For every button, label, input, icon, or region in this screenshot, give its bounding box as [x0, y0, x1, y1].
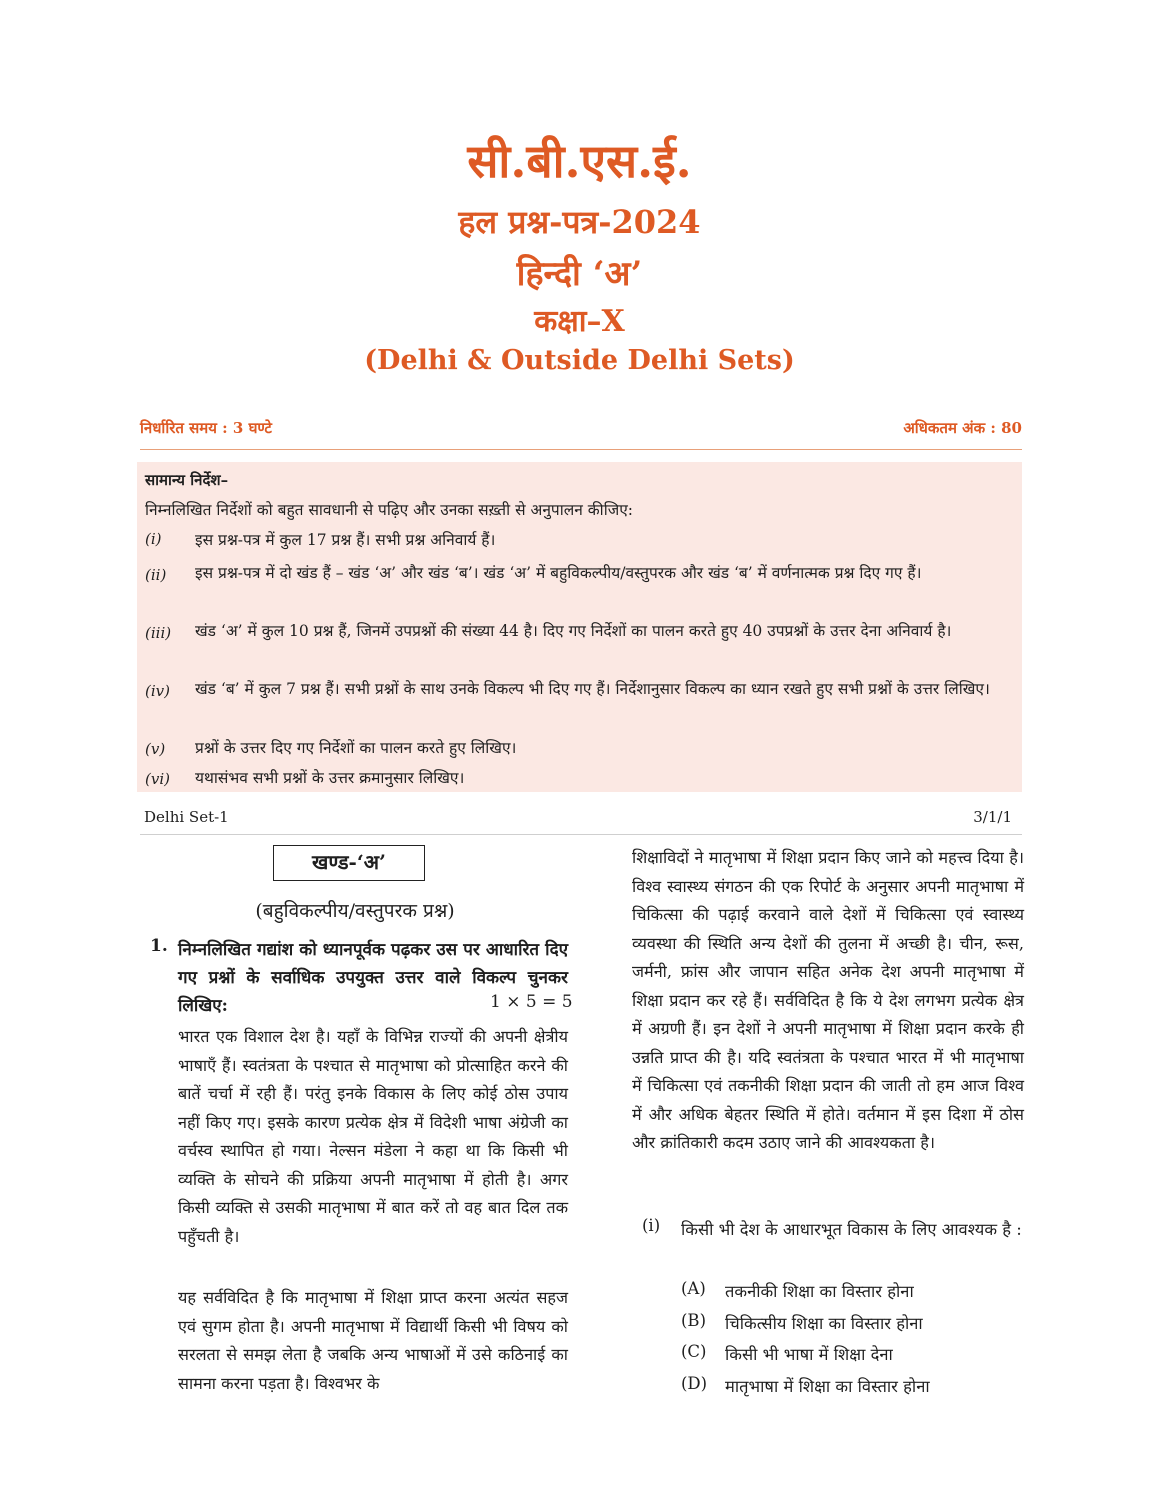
option-text: किसी भी भाषा में शिक्षा देना [725, 1345, 893, 1364]
set-name: Delhi Set-1 [144, 808, 229, 826]
instruction-text: इस प्रश्न-पत्र में कुल 17 प्रश्न हैं। सभी प्रश्न अनिवार्य हैं। [195, 531, 496, 549]
instruction-text: यथासंभव सभी प्रश्नों के उत्तर क्रमानुसार लिखिए। [195, 769, 465, 787]
question-prompt: निम्नलिखित गद्यांश को ध्यानपूर्वक पढ़कर उस पर आधारित दिए गए प्रश्नों के सर्वाधिक उपयुक्त उत्तर वाले विकल्प चुनकर लिखिए: [178, 940, 568, 1016]
option-text: चिकित्सीय शिक्षा का विस्तार होना [725, 1314, 923, 1333]
option-label: (A) [681, 1279, 706, 1298]
instruction-text: प्रश्नों के उत्तर दिए गए निर्देशों का पालन करते हुए लिखिए। [195, 739, 517, 757]
passage-paragraph-2: यह सर्वविदित है कि मातृभाषा में शिक्षा प्राप्त करना अत्यंत सहज एवं सुगम होता है। अपनी मातृभाषा में विद्यार्थी किसी भी विषय को सरलता से समझ लेता है जबकि अन्य भाषाओं में उसे कठिनाई का सामना करना पड़ता है। विश्वभर के [178, 1288, 568, 1393]
sub-question-text: किसी भी देश के आधारभूत विकास के लिए आवश्यक है : [681, 1220, 1022, 1239]
instruction-text: खंड ‘ब’ में कुल 7 प्रश्न हैं। सभी प्रश्नों के साथ उनके विकल्प भी दिए गए हैं। निर्देशानुसार विकल्प का ध्यान रखते हुए सभी प्रश्नों के उत्तर लिखिए। [195, 680, 990, 698]
option-label: (C) [681, 1342, 707, 1361]
instruction-number: (iv) [145, 682, 170, 700]
exam-meta [140, 414, 1022, 440]
section-title: खण्ड-‘अ’ [311, 850, 387, 874]
general-instructions [137, 462, 1022, 792]
subject-title: हिन्दी ‘अ’ [516, 254, 643, 294]
passage-paragraph-3: शिक्षाविदों ने मातृभाषा में शिक्षा प्रदान किए जाने को महत्त्व दिया है। विश्व स्वास्थ्य संगठन की एक रिपोर्ट के अनुसार अपनी मातृभाषा में चिकित्सा की पढ़ाई करवाने वाले देशों में चिकित्सा एवं स्वास्थ्य व्यवस्था की स्थिति अन्य देशों की तुलना में अच्छी है। चीन, रूस, जर्मनी, फ्रांस और जापान सहित अनेक देश अपनी मातृभाषा में शिक्षा प्रदान कर रहे हैं। सर्वविदित है कि ये देश लगभग प्रत्येक क्षेत्र में अग्रणी हैं। इन देशों ने अपनी मातृभाषा में शिक्षा प्रदान करके ही उन्नति प्राप्त की है। यदि स्वतंत्रता के पश्चात भारत में भी मातृभाषा में चिकित्सा एवं तकनीकी शिक्षा प्रदान की जाती तो हम आज विश्व में और अधिक बेहतर स्थिति में होते। वर्तमान में इस दिशा में ठोस और क्रांतिकारी कदम उठाए जाने की आवश्यकता है। [632, 848, 1024, 1152]
time-allowed: निर्धारित समय : 3 घण्टे [140, 419, 272, 437]
set-code: 3/1/1 [973, 808, 1012, 826]
option-text: तकनीकी शिक्षा का विस्तार होना [725, 1282, 914, 1301]
question-marks: 1 × 5 = 5 [490, 992, 573, 1012]
section-heading-box [273, 845, 425, 881]
header-divider [140, 449, 1022, 450]
instruction-number: (vi) [145, 770, 170, 788]
class-title: कक्षा–X [534, 304, 625, 339]
board-title: सी.बी.एस.ई. [467, 134, 692, 188]
question-number: 1. [150, 936, 168, 956]
instruction-number: (i) [145, 530, 162, 548]
option-label: (B) [681, 1311, 706, 1330]
sets-title: (Delhi & Outside Delhi Sets) [364, 345, 795, 376]
page-header [0, 130, 1159, 378]
max-marks: अधिकतम अंक : 80 [903, 419, 1022, 437]
passage-paragraph-1: भारत एक विशाल देश है। यहाँ के विभिन्न राज्यों की अपनी क्षेत्रीय भाषाएँ हैं। स्वतंत्रता के पश्चात से मातृभाषा को प्रोत्साहित करने की बातें चर्चा में रही हैं। परंतु इनके विकास के लिए कोई ठोस उपाय नहीं किए गए। इसके कारण प्रत्येक क्षेत्र में विदेशी भाषा अंग्रेजी का वर्चस्व स्थापित हो गया। नेल्सन मंडेला ने कहा था कि किसी भी व्यक्ति के सोचने की प्रक्रिया अपनी मातृभाषा में होती है। अगर किसी व्यक्ति से उसकी मातृभाषा में बात करें तो वह बात दिल तक पहुँचती है। [178, 1027, 568, 1246]
instruction-text: इस प्रश्न-पत्र में दो खंड हैं – खंड ‘अ’ और खंड ‘ब’। खंड ‘अ’ में बहुविकल्पीय/वस्तुपरक और खंड ‘ब’ में वर्णनात्मक प्रश्न दिए गए हैं। [195, 564, 922, 582]
option-text: मातृभाषा में शिक्षा का विस्तार होना [725, 1377, 930, 1396]
instruction-number: (v) [145, 740, 166, 758]
solved-paper-title: हल प्रश्न-पत्र-2024 [458, 203, 701, 241]
instruction-text: खंड ‘अ’ में कुल 10 प्रश्न हैं, जिनमें उपप्रश्नों की संख्या 44 है। दिए गए निर्देशों का पालन करते हुए 40 उपप्रश्नों के उत्तर देना अनिवार्य है। [195, 622, 952, 640]
set-bar [140, 806, 1022, 830]
instructions-title: सामान्य निर्देश– [145, 471, 229, 489]
instructions-intro: निम्नलिखित निर्देशों को बहुत सावधानी से पढ़िए और उनका सख़्ती से अनुपालन कीजिए: [145, 501, 634, 519]
set-divider [140, 834, 1022, 835]
option-label: (D) [681, 1374, 708, 1393]
section-subtitle: (बहुविकल्पीय/वस्तुपरक प्रश्न) [255, 900, 455, 922]
instruction-number: (iii) [145, 624, 172, 642]
sub-question-number: (i) [642, 1216, 661, 1235]
instruction-number: (ii) [145, 566, 167, 584]
